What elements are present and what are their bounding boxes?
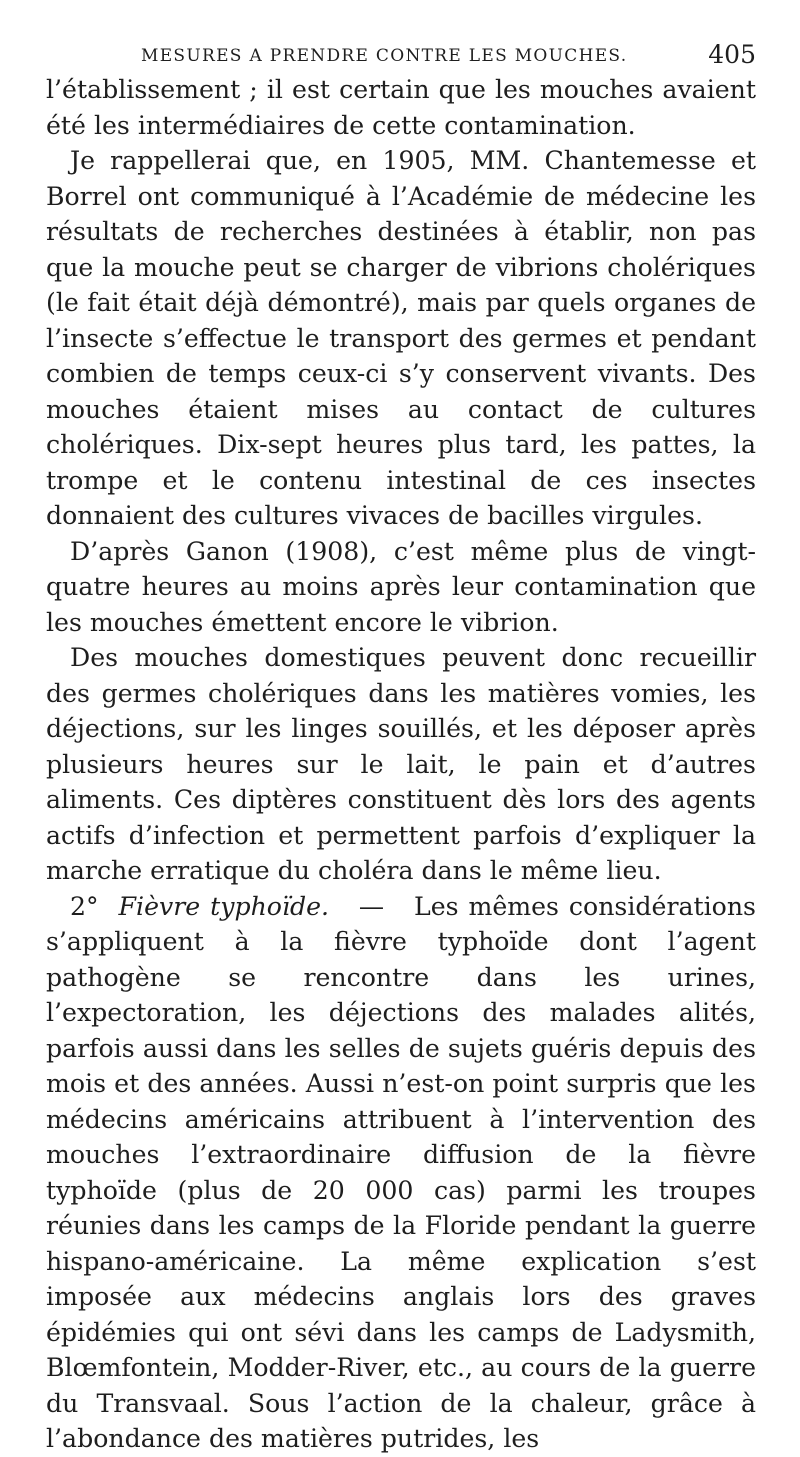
running-head [46, 36, 756, 74]
page-number: 405 [708, 40, 756, 69]
paragraph-continuation: l’établissement ; il est certain que les mouches avaient été les intermédiaires de cette contamination. [46, 75, 756, 140]
paragraph-ganon: D’après Ganon (1908), c’est même plus de vingt-quatre heures au moins après leur contamination que les mouches émettent encore le vibrion. [46, 536, 756, 637]
section-dash: — [358, 891, 385, 921]
section-heading: Fièvre typhoïde. [118, 891, 330, 921]
paragraph-fievre-typhoide [46, 889, 756, 1457]
body-text [46, 72, 756, 1457]
running-title: MESURES A PRENDRE CONTRE LES MOUCHES. [141, 46, 628, 66]
paragraph-mouches-domestiques: Des mouches domestiques peuvent donc recueillir des germes cholériques dans les matières vomies, les déjections, sur les linges souillés, et les déposer après plusieurs heures sur le lait, le pain et d’autres aliments. Ces diptères constituent dès lors des agents actifs d’infection et permettent parfois d’expliquer la marche erratique du choléra dans le même lieu. [46, 643, 756, 885]
section-number: 2° [70, 891, 99, 921]
section-text: Les mêmes considérations s’appliquent à la fièvre typhoïde dont l’agent pathogène se rencontre dans les urines, l’expectoration, les déjections des malades alités, parfois aussi dans les selles de sujets guéris depuis des mois et des années. Aussi n’est-on point surpris que les médecins américains attribuent à l’intervention des mouches l’extraordinaire diffusion de la fièvre typhoïde (plus de 20 000 cas) parmi les troupes réunies dans les camps de la Floride pendant la guerre hispano-américaine. La même explication s’est imposée aux médecins anglais lors des graves épidémies qui ont sévi dans les camps de Ladysmith, Blœmfontein, Modder-River, etc., au cours de la guerre du Transvaal. Sous l’action de la chaleur, grâce à l’abondance des matières putrides, les [46, 891, 756, 1453]
paragraph-chantemesse-borrel: Je rappellerai que, en 1905, MM. Chantemesse et Borrel ont communiqué à l’Académie de médecine les résultats de recherches destinées à établir, non pas que la mouche peut se charger de vibrions cholériques (le fait était déjà démontré), mais par quels organes de l’insecte s’effectue le transport des germes et pendant combien de temps ceux-ci s’y conservent vivants. Des mouches étaient mises au contact de cultures cholériques. Dix-sept heures plus tard, les pattes, la trompe et le contenu intestinal de ces insectes donnaient des cultures vivaces de bacilles virgules. [46, 146, 756, 530]
